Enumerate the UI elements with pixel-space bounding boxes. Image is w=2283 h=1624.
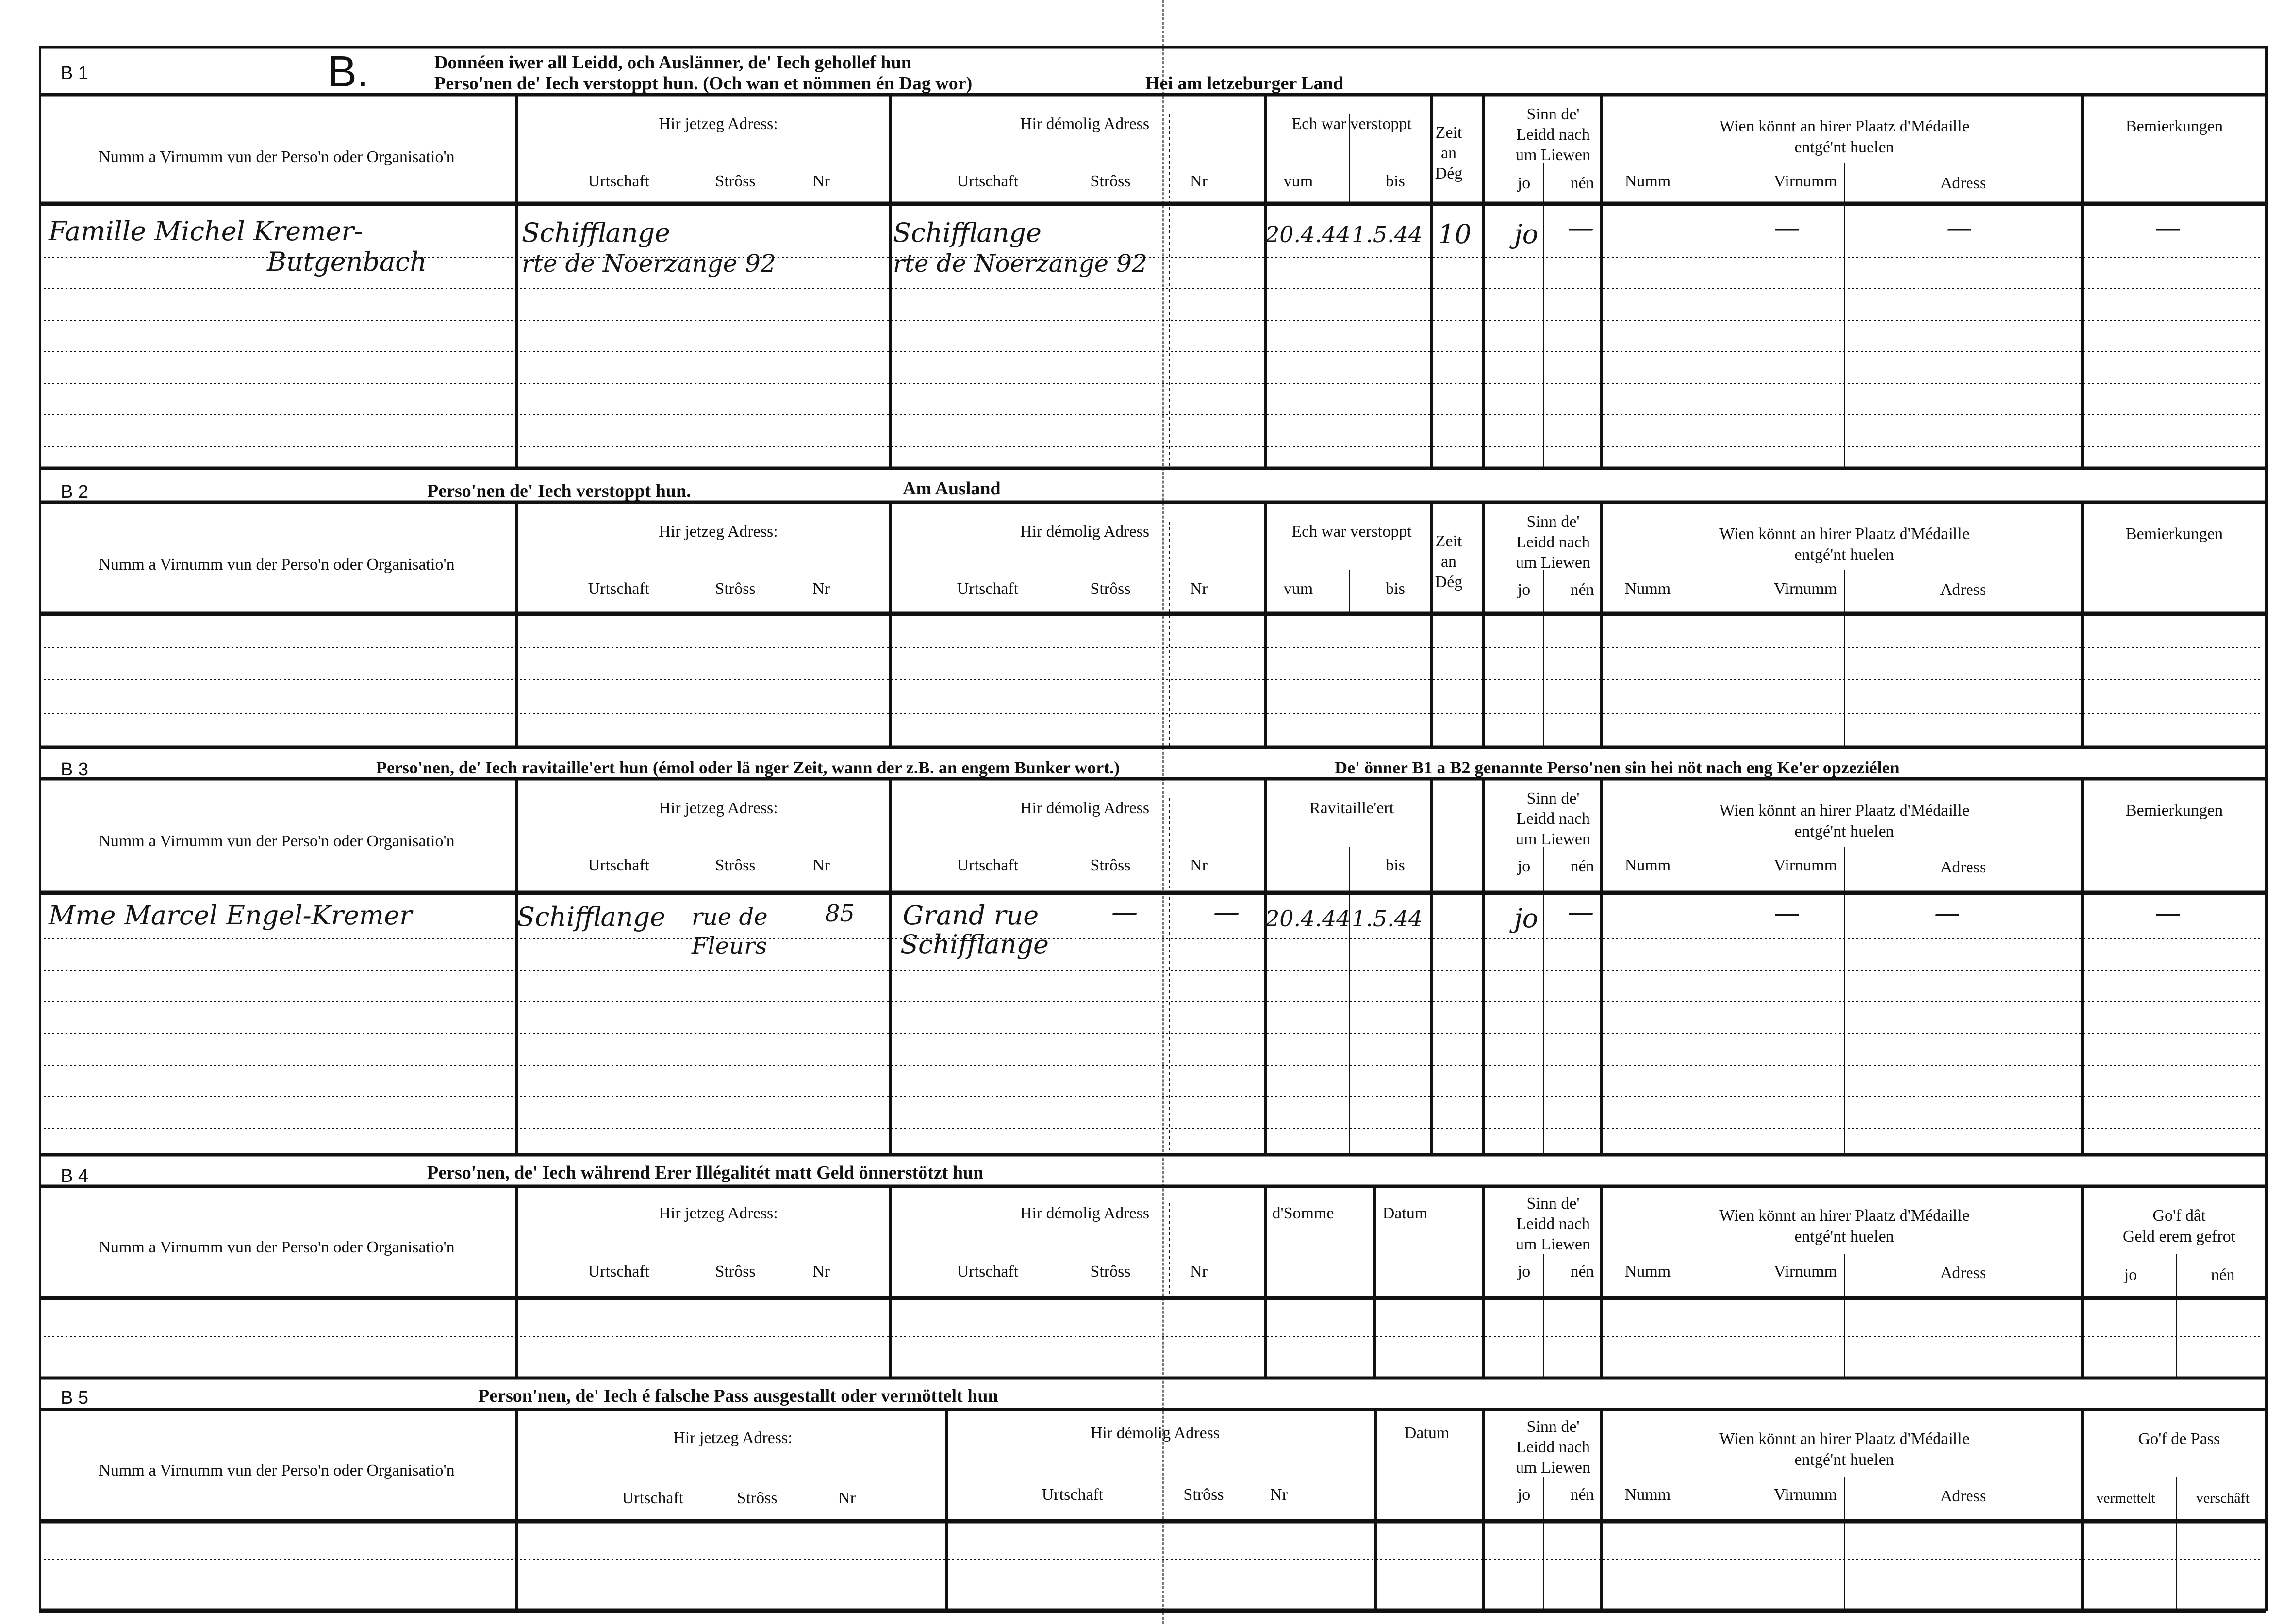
col-number: Nr: [812, 856, 830, 874]
b1-entry-no: —: [1568, 213, 1594, 243]
col-town: Urtschaft: [957, 580, 1019, 598]
col-street: Strôss: [1090, 172, 1131, 190]
col-pass-given: Go'f de Pass: [2138, 1430, 2220, 1448]
b3-entry-until: 1.5.44: [1352, 905, 1423, 932]
col-hidden-period: Ech war verstoppt: [1291, 523, 1412, 541]
col-town: Urtschaft: [957, 172, 1019, 190]
col-med-firstname: Virnumm: [1773, 1486, 1837, 1504]
col-med-address: Adress: [1940, 858, 1986, 876]
col-name: Numm a Virnumm vun der Perso'n oder Organisatio'n: [99, 1238, 455, 1256]
col-medal: Wien könnt an hirer Plaatz d'Médaille: [1719, 1207, 1969, 1225]
section-title-b3: Perso'nen, de' Iech ravitaille'ert hun (émol oder lä nger Zeit, wann der z.B. an engem Bunker wort.): [376, 758, 1120, 777]
col-alive: Leidd nach: [1516, 1215, 1590, 1233]
section-code-b4: B 4: [61, 1166, 89, 1186]
col-street: Strôss: [1183, 1486, 1224, 1504]
col-street: Strôss: [715, 172, 756, 190]
col-days: an: [1440, 553, 1457, 571]
col-no: nén: [1570, 857, 1594, 875]
col-alive: Leidd nach: [1516, 810, 1590, 828]
col-alive: Sinn de': [1526, 1418, 1580, 1436]
b1-entry-alive: jo: [1514, 219, 1539, 249]
col-name: Numm a Virnumm vun der Perso'n oder Organisatio'n: [99, 832, 455, 850]
col-town: Urtschaft: [957, 856, 1019, 874]
b1-entry-cur-street: rte de Noerzange 92: [522, 249, 776, 278]
col-name: Numm a Virnumm vun der Perso'n oder Organisatio'n: [99, 556, 455, 574]
col-alive: Sinn de': [1526, 1195, 1580, 1213]
col-former-address: Hir démolig Adress: [1090, 1424, 1220, 1442]
col-from: vum: [1283, 580, 1313, 598]
col-remarks: Bemierkungen: [2125, 802, 2223, 820]
col-number: Nr: [812, 580, 830, 598]
col-alive: Sinn de': [1526, 513, 1580, 531]
col-med-name: Numm: [1624, 580, 1671, 598]
col-number: Nr: [838, 1489, 856, 1507]
col-medal: Wien könnt an hirer Plaatz d'Médaille: [1719, 117, 1969, 135]
col-days: Dég: [1435, 573, 1463, 591]
col-med-firstname: Virnumm: [1773, 172, 1837, 190]
col-med-address: Adress: [1940, 1487, 1986, 1505]
col-name: Numm a Virnumm vun der Perso'n oder Organisatio'n: [99, 1461, 455, 1479]
b3-entry-alive: jo: [1514, 903, 1539, 934]
col-mediated: vermettelt: [2096, 1490, 2155, 1506]
b3-entry-cur-street: Fleurs: [692, 933, 767, 960]
col-alive: um Liewen: [1516, 830, 1590, 848]
col-name: Numm a Virnumm vun der Perso'n oder Organisatio'n: [99, 148, 455, 166]
col-yes: jo: [1517, 857, 1531, 875]
section-code-b2: B 2: [61, 482, 89, 502]
col-town: Urtschaft: [588, 172, 650, 190]
col-yes: jo: [2124, 1266, 2137, 1284]
col-number: Nr: [812, 172, 830, 190]
col-town: Urtschaft: [588, 856, 650, 874]
form-letter: B.: [328, 48, 369, 96]
col-medal: entgé'nt huelen: [1794, 1451, 1894, 1469]
col-days: Zeit: [1435, 124, 1462, 142]
col-med-firstname: Virnumm: [1773, 856, 1837, 874]
col-medal: entgé'nt huelen: [1794, 138, 1894, 156]
col-alive: um Liewen: [1516, 146, 1590, 164]
b1-entry-former-street: rte de Noerzange 92: [893, 249, 1147, 278]
col-money-requested: Go'f dât: [2152, 1207, 2206, 1225]
b3-entry-med-address: —: [1934, 898, 1960, 928]
col-no: nén: [2211, 1266, 2235, 1284]
col-number: Nr: [812, 1263, 830, 1280]
b3-entry-former-street: —: [1111, 897, 1138, 927]
col-med-firstname: Virnumm: [1773, 580, 1837, 598]
col-medal: entgé'nt huelen: [1794, 1228, 1894, 1246]
col-alive: Leidd nach: [1516, 1438, 1590, 1456]
b1-entry-former-town: Schifflange: [893, 217, 1042, 248]
col-number: Nr: [1190, 1263, 1208, 1280]
col-street: Strôss: [715, 856, 756, 874]
b3-entry-former-town: Grand rue: [903, 900, 1039, 931]
col-made: verschâft: [2196, 1490, 2250, 1506]
col-until: bis: [1386, 580, 1405, 598]
form-grid: [39, 46, 2271, 1613]
col-date: Datum: [1382, 1204, 1428, 1222]
col-remarks: Bemierkungen: [2125, 117, 2223, 135]
col-town: Urtschaft: [1042, 1486, 1104, 1504]
col-no: nén: [1570, 1486, 1594, 1504]
col-med-name: Numm: [1624, 172, 1671, 190]
col-street: Strôss: [715, 1263, 756, 1280]
col-medal: Wien könnt an hirer Plaatz d'Médaille: [1719, 525, 1969, 543]
col-hidden-period: Ech war verstoppt: [1291, 115, 1412, 133]
b1-entry-days: 10: [1438, 219, 1472, 249]
col-number: Nr: [1190, 580, 1208, 598]
col-days: an: [1440, 144, 1457, 162]
b3-entry-name: Mme Marcel Engel-Kremer: [49, 900, 412, 931]
col-no: nén: [1570, 1263, 1594, 1280]
b3-entry-former-number: —: [1213, 897, 1240, 927]
header-line-2: Perso'nen de' Iech verstoppt hun. (Och wan et nömmen én Dag wor): [434, 73, 973, 94]
col-current-address: Hir jetzeg Adress:: [659, 115, 778, 133]
col-street: Strôss: [715, 580, 756, 598]
b3-entry-cur-street: rue de: [692, 903, 768, 931]
col-number: Nr: [1190, 172, 1208, 190]
section-title-b2: Perso'nen de' Iech verstoppt hun.: [427, 481, 691, 501]
col-supplied: Ravitaille'ert: [1309, 799, 1394, 817]
col-med-address: Adress: [1940, 174, 1986, 192]
col-current-address: Hir jetzeg Adress:: [659, 1204, 778, 1222]
section-title-b4: Perso'nen, de' Iech während Erer Illégalitét matt Geld önnerstötzt hun: [427, 1163, 984, 1183]
b1-entry-med-address: —: [1946, 213, 1972, 243]
col-med-address: Adress: [1940, 581, 1986, 599]
col-days: Zeit: [1435, 532, 1462, 550]
b3-entry-from: 20.4.44: [1265, 905, 1351, 932]
col-remarks: Bemierkungen: [2125, 525, 2223, 543]
col-until: bis: [1386, 856, 1405, 874]
col-alive: Leidd nach: [1516, 126, 1590, 144]
b3-entry-no: —: [1568, 897, 1594, 927]
col-med-name: Numm: [1624, 1263, 1671, 1280]
section-code-b3: B 3: [61, 759, 89, 780]
col-no: nén: [1570, 581, 1594, 599]
col-alive: um Liewen: [1516, 1459, 1590, 1476]
b3-entry-cur-number: 85: [825, 900, 855, 927]
b3-entry-former-town: Schifflange: [900, 929, 1049, 960]
col-no: nén: [1570, 174, 1594, 192]
header-region: Hei am letzeburger Land: [1145, 73, 1343, 94]
col-medal: Wien könnt an hirer Plaatz d'Médaille: [1719, 1430, 1969, 1448]
col-number: Nr: [1190, 856, 1208, 874]
b1-entry-from: 20.4.44: [1265, 221, 1351, 247]
col-alive: Sinn de': [1526, 105, 1580, 123]
col-number: Nr: [1270, 1486, 1288, 1504]
col-medal: Wien könnt an hirer Plaatz d'Médaille: [1719, 802, 1969, 820]
col-from: vum: [1283, 172, 1313, 190]
col-alive: Sinn de': [1526, 789, 1580, 807]
b1-entry-name: Butgenbach: [267, 246, 427, 277]
col-until: bis: [1386, 172, 1405, 190]
b1-entry-remarks: —: [2155, 213, 2181, 243]
section-title-b5: Person'nen, de' Iech é falsche Pass ausgestallt oder vermöttelt hun: [478, 1386, 998, 1406]
col-med-name: Numm: [1624, 1486, 1671, 1504]
col-alive: um Liewen: [1516, 1235, 1590, 1253]
header-line-1: Donnéen iwer all Leidd, och Auslänner, de' Iech gehollef hun: [434, 52, 911, 73]
col-medal: entgé'nt huelen: [1794, 822, 1894, 840]
b3-entry-med-firstname: —: [1774, 898, 1800, 928]
col-yes: jo: [1517, 174, 1531, 192]
b1-entry-until: 1.5.44: [1352, 221, 1423, 247]
col-med-name: Numm: [1624, 856, 1671, 874]
col-former-address: Hir démolig Adress: [1020, 115, 1150, 133]
section-code-b1: B 1: [61, 63, 89, 83]
col-yes: jo: [1517, 1486, 1531, 1504]
col-current-address: Hir jetzeg Adress:: [673, 1429, 793, 1447]
col-town: Urtschaft: [957, 1263, 1019, 1280]
b3-entry-cur-town: Schifflange: [517, 902, 666, 932]
col-former-address: Hir démolig Adress: [1020, 1204, 1150, 1222]
b1-entry-cur-town: Schifflange: [522, 217, 671, 248]
col-days: Dég: [1435, 164, 1463, 182]
b1-entry-med-name: —: [1774, 213, 1800, 243]
col-street: Strôss: [1090, 580, 1131, 598]
section-note-b3: De' önner B1 a B2 genannte Perso'nen sin hei nöt nach eng Ke'er opzeziélen: [1335, 758, 1900, 777]
col-former-address: Hir démolig Adress: [1020, 799, 1150, 817]
col-former-address: Hir démolig Adress: [1020, 523, 1150, 541]
col-yes: jo: [1517, 581, 1531, 599]
col-town: Urtschaft: [588, 580, 650, 598]
col-town: Urtschaft: [622, 1489, 684, 1507]
b1-entry-name: Famille Michel Kremer-: [49, 216, 363, 246]
col-alive: um Liewen: [1516, 554, 1590, 572]
b3-entry-remarks: —: [2155, 898, 2181, 928]
form-page: [39, 46, 2271, 1613]
col-sum: d'Somme: [1272, 1204, 1334, 1222]
section-region-b2: Am Ausland: [903, 478, 1001, 499]
col-medal: entgé'nt huelen: [1794, 546, 1894, 564]
col-money-requested: Geld erem gefrot: [2122, 1228, 2236, 1246]
col-date: Datum: [1404, 1424, 1450, 1442]
section-code-b5: B 5: [61, 1388, 89, 1408]
col-street: Strôss: [1090, 1263, 1131, 1280]
col-med-address: Adress: [1940, 1264, 1986, 1282]
col-current-address: Hir jetzeg Adress:: [659, 523, 778, 541]
col-street: Strôss: [1090, 856, 1131, 874]
col-med-firstname: Virnumm: [1773, 1263, 1837, 1280]
col-town: Urtschaft: [588, 1263, 650, 1280]
col-current-address: Hir jetzeg Adress:: [659, 799, 778, 817]
col-street: Strôss: [737, 1489, 778, 1507]
col-yes: jo: [1517, 1263, 1531, 1280]
col-alive: Leidd nach: [1516, 533, 1590, 551]
